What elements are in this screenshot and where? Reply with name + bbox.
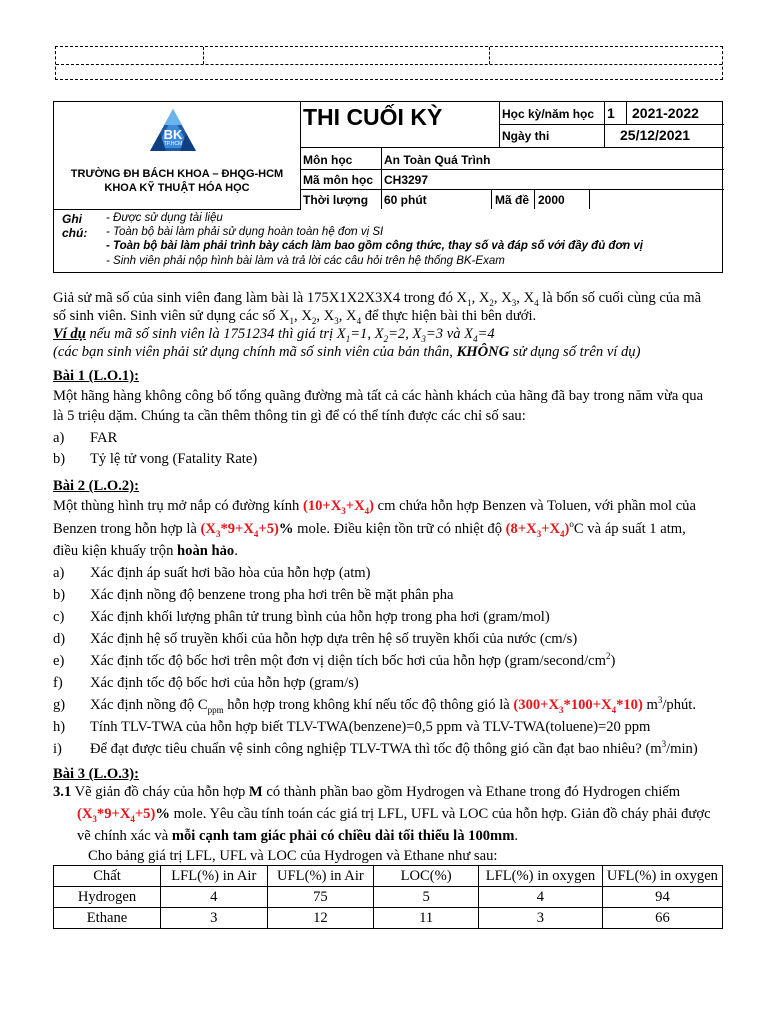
bai3-line-4: Cho bảng giá trị LFL, UFL và LOC của Hydrogen và Ethane như sau: xyxy=(88,848,498,864)
table-header-cell: LFL(%) in Air xyxy=(161,866,268,887)
notes-label-1: Ghi xyxy=(62,212,82,226)
table-cell: 11 xyxy=(374,908,479,929)
bk-logo xyxy=(148,107,198,157)
intro-example: Ví dụ nếu mã số sinh viên là 1751234 thì giá trị $X_1=1$, $X_2=2$, $X_3=3$ và $X_4=4$ xyxy=(53,326,495,344)
duration-value: 60 phút xyxy=(384,193,427,207)
subject-row-line1 xyxy=(300,169,724,170)
note-2: - Toàn bộ bài làm phải sử dụng hoàn toàn hệ đơn vị SI xyxy=(106,226,384,238)
subject-value: An Toàn Quá Trình xyxy=(384,153,491,167)
table-cell: 94 xyxy=(602,887,722,908)
table-header-cell: UFL(%) in Air xyxy=(267,866,374,887)
school-cell xyxy=(54,102,301,210)
bai2-item-d: Xác định hệ số truyền khối của hỗn hợp dựa trên hệ số truyền khối của nước (cm/s) xyxy=(90,631,578,647)
intro-note: (các bạn sinh viên phải sử dụng chính mã số sinh viên của bản thân, KHÔNG sử dụng số trên ví dụ) xyxy=(53,344,641,360)
table-cell: 4 xyxy=(161,887,268,908)
table-cell: 66 xyxy=(602,908,722,929)
intro-paragraph-1: Giả sử mã số của sinh viên đang làm bài là 175X1X2X3X4 trong đó $X_1$, $X_2$, $X_3$, $X_4$ là bốn số cuối cùng của mã xyxy=(53,290,702,308)
dashed-divider-v2 xyxy=(489,47,490,64)
bai2-item-g: Xác định nồng độ $C_{ppm}$ hỗn hợp trong không khí nếu tốc độ thông gió là $(300+X_3*100+X_4*10)$ $m^3$/phút. xyxy=(90,695,696,715)
bai3-line-2: $(X_3*9+X_4+5)\%$ mole. Yêu cầu tính toán các giá trị LFL, UFL và LOC của hỗn hợp. Giản đồ cháy phải được xyxy=(77,806,711,824)
bai1-text-2: là 5 triệu dặm. Chúng ta cần thêm thông tin gì để có thể tính được các chỉ số sau: xyxy=(53,408,526,424)
subject-row-line2 xyxy=(300,189,724,190)
year-value: 2021-2022 xyxy=(632,105,699,121)
bai1-item-b-label: b) xyxy=(53,451,66,467)
exam-title: THI CUỐI KỲ xyxy=(303,104,443,130)
semester-label: Học kỳ/năm học xyxy=(502,107,595,121)
bai2-line-3: điều kiện khuấy trộn hoàn hảo. xyxy=(53,543,238,559)
semester-value: 1 xyxy=(607,105,615,121)
table-cell: Hydrogen xyxy=(54,887,161,908)
subject-v3 xyxy=(534,189,535,209)
duration-label: Thời lượng xyxy=(303,193,369,207)
bai1-title: Bài 1 (L.O.1): xyxy=(53,368,139,384)
exam-code-label: Mã đề xyxy=(495,193,530,207)
bai1-item-a-label: a) xyxy=(53,430,65,446)
semester-v2 xyxy=(626,102,627,124)
intro-paragraph-2: số sinh viên. Sinh viên sử dụng các số $X_1$, $X_2$, $X_3$, $X_4$ để thực hiện bài thi bên dưới. xyxy=(53,308,537,326)
table-cell: 3 xyxy=(479,908,603,929)
table-cell: 75 xyxy=(267,887,374,908)
bai2-item-b-label: b) xyxy=(53,587,66,603)
dashed-divider-h xyxy=(56,64,722,65)
date-value: 25/12/2021 xyxy=(620,127,691,143)
note-3: - Toàn bộ bài làm phải trình bày cách làm bao gồm công thức, thay số và đáp số với đầy đủ đơn vị xyxy=(106,240,643,252)
semester-row-line xyxy=(499,124,724,125)
bai1-item-b: Tỷ lệ tử vong (Fatality Rate) xyxy=(90,451,258,467)
note-4: - Sinh viên phải nộp hình bài làm và trả lời các câu hỏi trên hệ thống BK-Exam xyxy=(106,255,505,267)
table-header-cell: LFL(%) in oxygen xyxy=(479,866,603,887)
flammability-table xyxy=(53,865,723,929)
bai2-item-i-label: i) xyxy=(53,741,62,757)
bai2-item-i: Để đạt được tiêu chuẩn vệ sinh công nghiệp TLV-TWA thì tốc độ thông gió cần đạt bao nhiêu? $(m^3/\min)$ xyxy=(90,739,698,757)
bai2-item-h: Tính TLV-TWA của hỗn hợp biết TLV-TWA(benzene)=0,5 ppm và TLV-TWA(toluene)=20 ppm xyxy=(90,719,651,735)
top-dashed-table xyxy=(55,46,723,80)
subject-v4 xyxy=(589,189,590,209)
table-row xyxy=(54,887,723,908)
subject-label: Môn học xyxy=(303,153,353,167)
logo-subtext: TP.HCM xyxy=(163,141,183,147)
table-row xyxy=(54,908,723,929)
table-cell: 5 xyxy=(374,887,479,908)
code-label: Mã môn học xyxy=(303,173,374,187)
table-header-row xyxy=(54,866,723,887)
bai2-item-f-label: f) xyxy=(53,675,63,691)
bai2-line-1: Một thùng hình trụ mở nắp có đường kính $(10+X_3+X_4)$ cm chứa hỗn hợp Benzen và Toluen, với phần mol của xyxy=(53,498,696,516)
bai2-item-e-label: e) xyxy=(53,653,65,669)
bai2-title: Bài 2 (L.O.2): xyxy=(53,478,139,494)
semester-v1 xyxy=(604,102,605,147)
title-bottom-line xyxy=(300,147,724,148)
table-cell: Ethane xyxy=(54,908,161,929)
bai3-line-1: 3.1 Vẽ giản đồ cháy của hỗn hợp M có thành phần bao gồm Hydrogen và Ethane trong đó Hydrogen chiếm xyxy=(53,784,681,800)
bai2-item-h-label: h) xyxy=(53,719,66,735)
bai1-text-1: Một hãng hàng không công bố tổng quãng đường mà tất cả các hành khách của hãng đã bay trong năm vừa qua xyxy=(53,388,704,404)
bai2-item-c-label: c) xyxy=(53,609,65,625)
table-header-cell: Chất xyxy=(54,866,161,887)
bai3-title: Bài 3 (L.O.3): xyxy=(53,766,139,782)
table-cell: 4 xyxy=(479,887,603,908)
table-cell: 12 xyxy=(267,908,374,929)
bai3-line-3: vẽ chính xác và mỗi cạnh tam giác phải có chiều dài tối thiểu là 100mm. xyxy=(77,828,519,844)
exam-code-value: 2000 xyxy=(538,193,565,207)
bai2-line-2: Benzen trong hỗn hợp là $(X_3*9+X_4+5)\%$ mole. Điều kiện tồn trữ có nhiệt độ $(8+X_3+X_4)^oC$ và áp suất 1 atm, xyxy=(53,519,686,539)
bai2-item-b: Xác định nồng độ benzene trong pha hơi trên bề mặt phân pha xyxy=(90,587,454,603)
table-header-cell: LOC(%) xyxy=(374,866,479,887)
school-line1: TRƯỜNG ĐH BÁCH KHOA – ĐHQG-HCM xyxy=(70,168,284,180)
subject-v2 xyxy=(491,189,492,209)
table-cell: 3 xyxy=(161,908,268,929)
note-1: - Được sử dụng tài liệu xyxy=(106,212,223,224)
subject-v1 xyxy=(381,147,382,209)
notes-label-2: chú: xyxy=(62,226,88,240)
bai2-item-f: Xác định tốc độ bốc hơi của hỗn hợp (gram/s) xyxy=(90,675,359,691)
bai2-item-a-label: a) xyxy=(53,565,65,581)
exam-header xyxy=(53,101,723,273)
bai1-item-a: FAR xyxy=(90,430,118,446)
school-line2: KHOA KỸ THUẬT HÓA HỌC xyxy=(104,182,250,194)
code-value: CH3297 xyxy=(384,173,429,187)
logo-text: BK xyxy=(163,127,183,142)
bai2-item-c: Xác định khối lượng phân tử trung bình của hỗn hợp trong pha hơi (gram/mol) xyxy=(90,609,550,625)
date-label: Ngày thi xyxy=(502,129,550,143)
bai2-item-a: Xác định áp suất hơi bão hòa của hỗn hợp (atm) xyxy=(90,565,371,581)
table-header-cell: UFL(%) in oxygen xyxy=(602,866,722,887)
bai2-item-g-label: g) xyxy=(53,697,66,713)
bai2-item-d-label: d) xyxy=(53,631,66,647)
bai2-item-e: Xác định tốc độ bốc hơi trên một đơn vị diện tích bốc hơi của hỗn hợp $(gram/second/cm^2)$ xyxy=(90,651,616,669)
dashed-divider-v1 xyxy=(203,47,204,64)
